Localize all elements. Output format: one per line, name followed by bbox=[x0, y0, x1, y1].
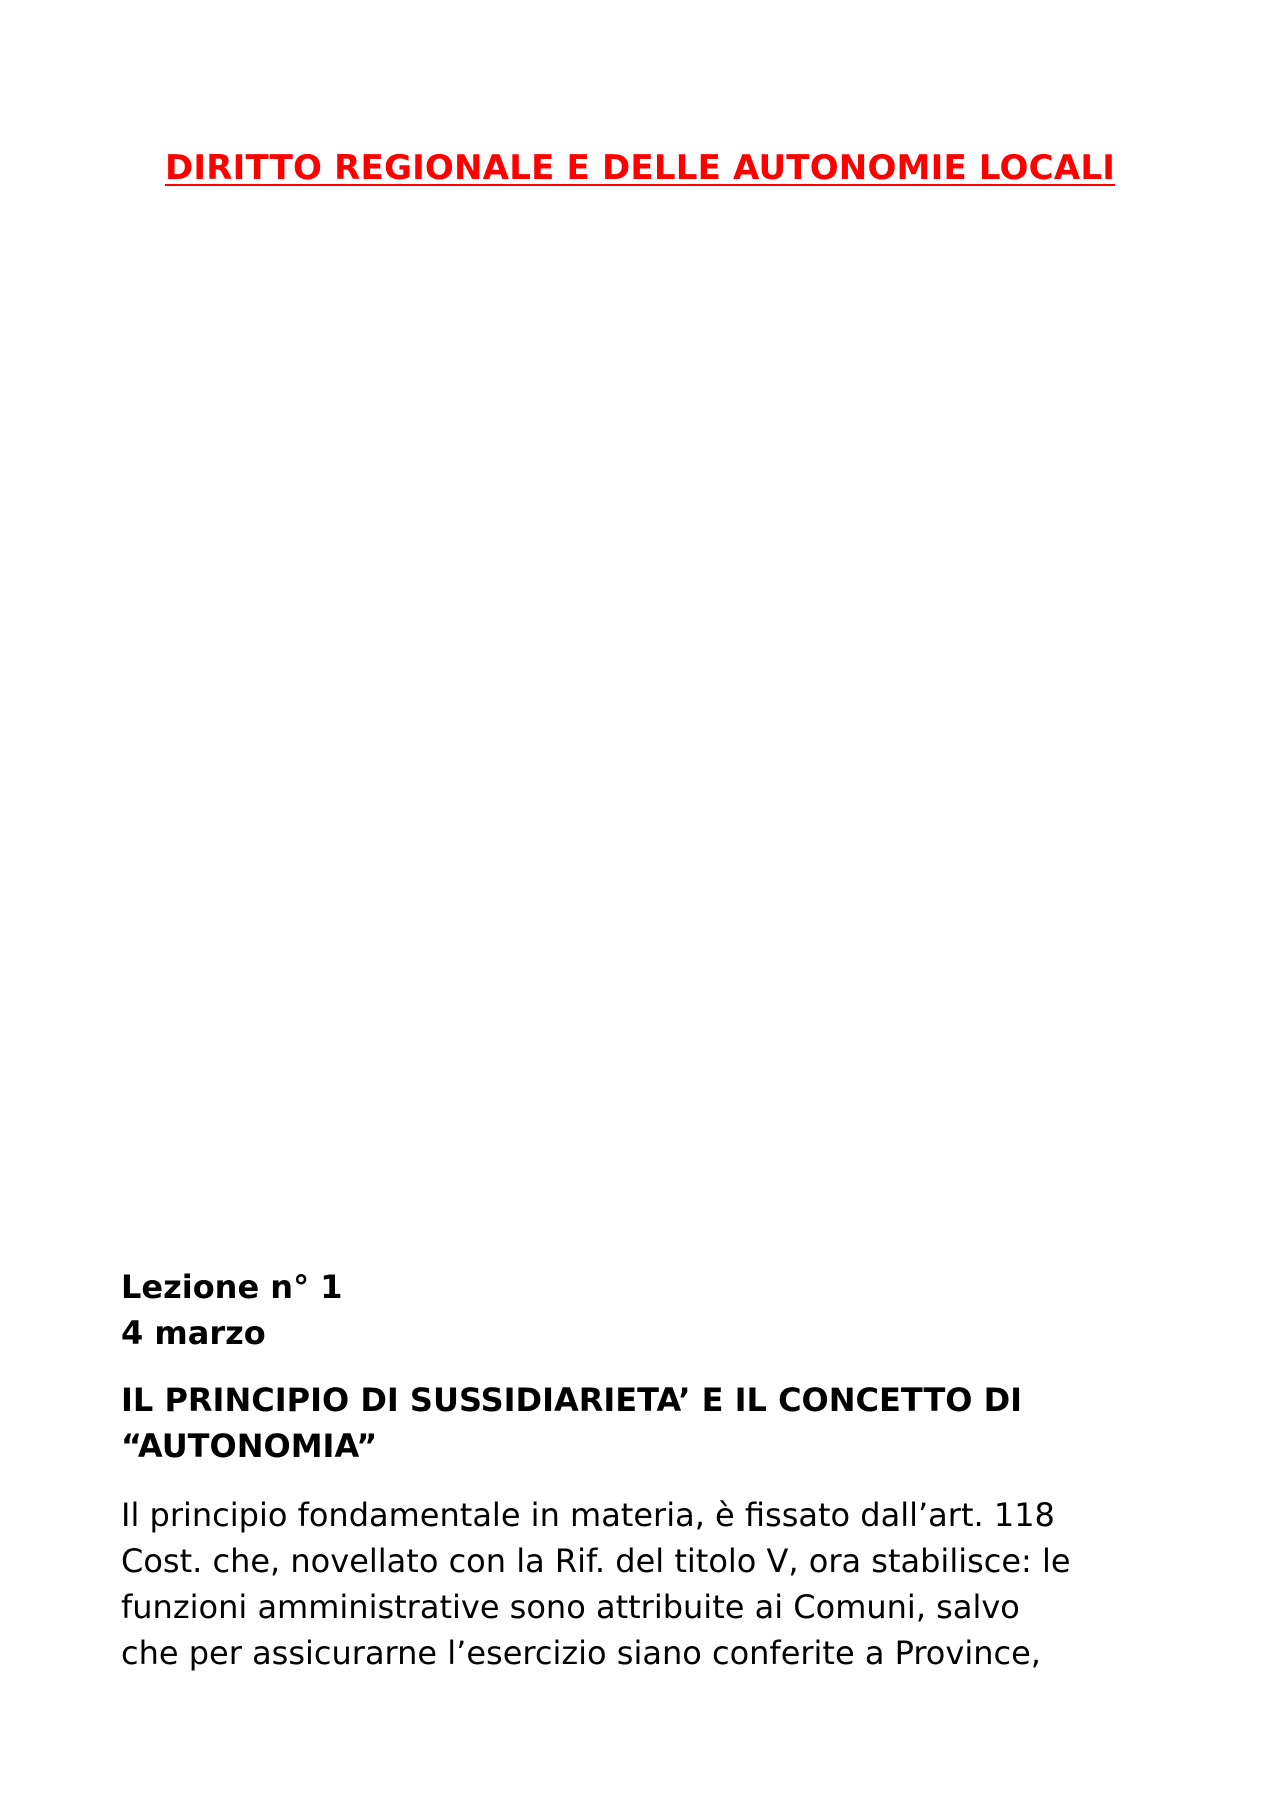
section-heading bbox=[121, 1377, 1161, 1469]
body-line: Cost. che, novellato con la Rif. del titolo V, ora stabilisce: le bbox=[121, 1542, 1071, 1580]
section-heading-line-1: IL PRINCIPIO DI SUSSIDIARIETA’ E IL CONCETTO DI bbox=[121, 1381, 1023, 1419]
lesson-info bbox=[121, 1264, 342, 1356]
section-heading-line-2: “AUTONOMIA” bbox=[121, 1427, 378, 1465]
body-line: che per assicurarne l’esercizio siano conferite a Province, bbox=[121, 1634, 1041, 1672]
body-line: Il principio fondamentale in materia, è fissato dall’art. 118 bbox=[121, 1496, 1055, 1534]
document-title: DIRITTO REGIONALE E DELLE AUTONOMIE LOCALI bbox=[164, 148, 1116, 188]
lesson-date: 4 marzo bbox=[121, 1314, 266, 1352]
body-paragraph bbox=[121, 1492, 1181, 1676]
body-line: funzioni amministrative sono attribuite ai Comuni, salvo bbox=[121, 1588, 1020, 1626]
lesson-number: Lezione n° 1 bbox=[121, 1268, 343, 1306]
